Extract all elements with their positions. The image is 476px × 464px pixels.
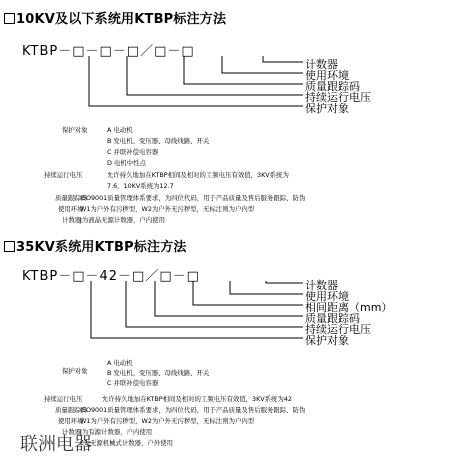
note1-line: W1为户外有污秽型，W2为户外无污秽型，无标注则为户内型	[80, 205, 255, 213]
s2-label-quality-code: 质量跟踪码	[305, 312, 360, 325]
note2-line: 允许持久地加在KTBP相间及相对的工频电压有效值，3KV系统为42	[102, 395, 292, 403]
s2-label-protect: 保护对象	[305, 334, 349, 347]
section1-code: KTBP－□－□－□／□－□	[22, 44, 195, 59]
note1-key-counter: 计数器	[62, 216, 82, 224]
note1-line: ISO9001质量管理体系要求，为四位代码，用于产品质量及售后服务跟踪、防伪	[80, 194, 306, 202]
note2-key-environment: 使用环境	[58, 417, 84, 425]
note1-line: B 发电机、变压器、母线线路、开关	[107, 137, 210, 145]
note2-line: B 发电机、变压器、母线线路、开关	[107, 369, 210, 377]
note1-key-protect: 保护对象	[62, 126, 88, 134]
note2-key-voltage: 持续运行电压	[44, 395, 83, 403]
section2-title: 35KV系统用KTBP标注方法	[4, 236, 187, 255]
note1-key-voltage: 持续运行电压	[44, 171, 83, 179]
note2-line: L为无源机械式计数器，户外使用	[80, 439, 174, 447]
note1-line: 允许持久地加在KTBP相间及相对的工频电压有效值，3KV系统为	[107, 171, 289, 179]
note1-line: D 电机中性点	[107, 159, 146, 167]
s1-label-protect: 保护对象	[305, 102, 349, 115]
s1-label-environment: 使用环境	[305, 69, 349, 82]
s2-label-counter: 计数器	[305, 279, 338, 292]
note1-key-environment: 使用环境	[58, 205, 84, 213]
s2-label-environment: 使用环境	[305, 290, 349, 303]
section1-title: 10KV及以下系统用KTBP标注方法	[4, 8, 226, 27]
note2-key-counter: 计数器	[62, 428, 82, 436]
watermark: 联洲电器	[20, 434, 92, 455]
note1-key-quality: 质量跟踪码	[55, 194, 87, 202]
s1-label-counter: 计数器	[305, 58, 338, 71]
section2-code: KTBP－□－42－□／□－□	[22, 269, 200, 284]
s1-label-voltage: 持续运行电压	[305, 91, 371, 104]
s2-label-voltage: 持续运行电压	[305, 323, 371, 336]
note2-line: W1为户外有污秽型，W2为户外无污秽型，无标注则为户内型	[80, 417, 255, 425]
s2-label-spacing: 相间距离（mm）	[305, 301, 393, 314]
note2-line: C 并联补偿电容器	[107, 379, 159, 387]
note1-line: J为液晶无源计数器，户内使用	[80, 216, 165, 224]
note1-line: A 电动机	[107, 126, 133, 134]
note1-line: 7.6，10KV系统为12.7	[107, 182, 174, 190]
note2-line: A 电动机	[107, 359, 133, 367]
note2-key-quality: 质量跟踪码	[55, 406, 87, 414]
s1-label-quality-code: 质量跟踪码	[305, 80, 360, 93]
note2-line: J为有源计数器，户内使用	[80, 428, 153, 436]
note2-line: ISO9001质量管理体系要求，为四位代码，用于产品质量及售后服务跟踪、防伪	[80, 406, 306, 414]
note2-key-protect: 保护对象	[62, 367, 88, 375]
note1-line: C 并联补偿电容器	[107, 148, 159, 156]
